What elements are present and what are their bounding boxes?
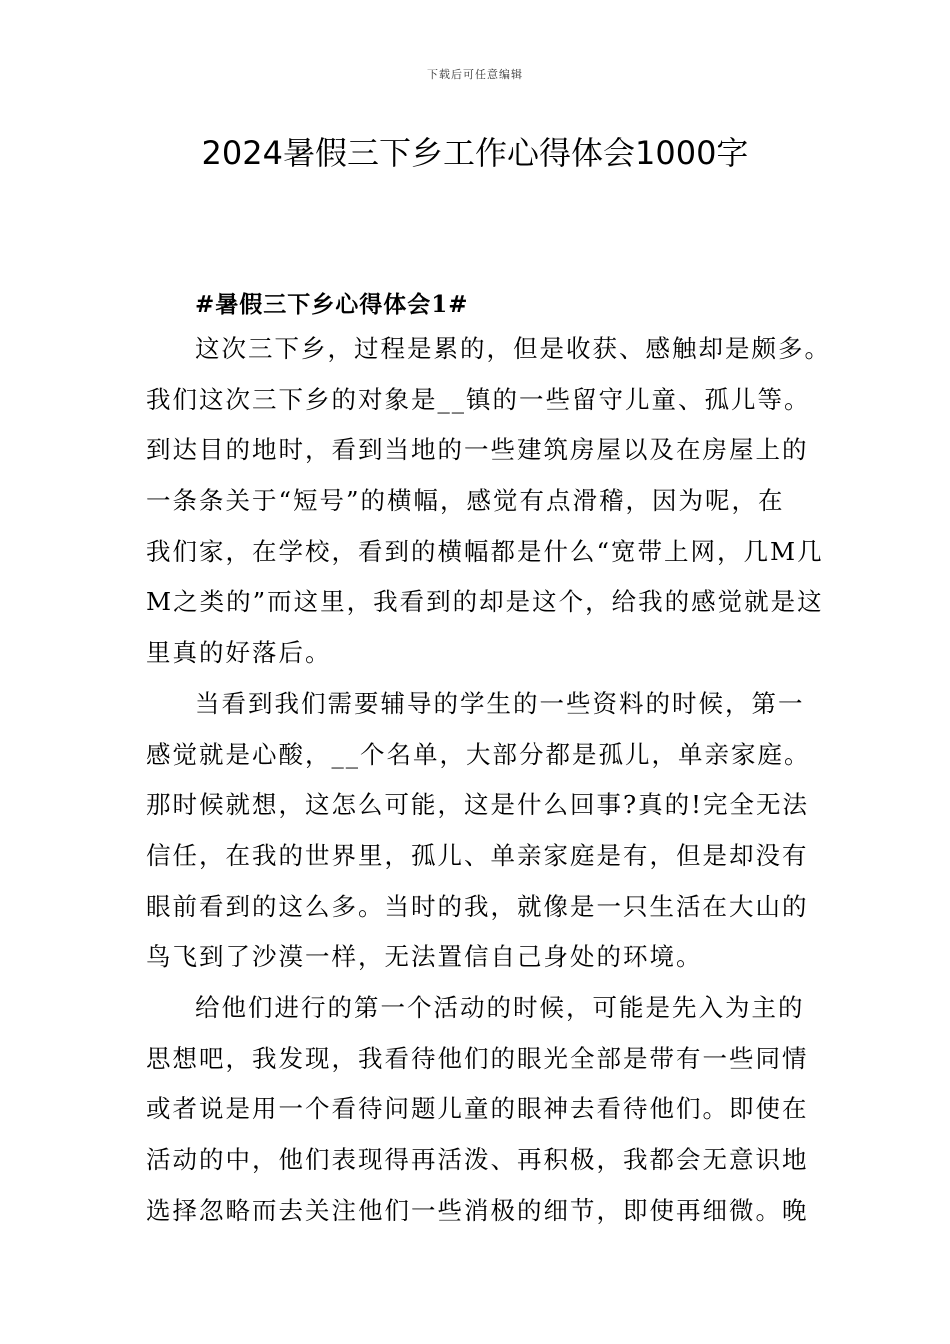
paragraph-line: 眼前看到的这么多。当时的我，就像是一只生活在大山的 (146, 891, 809, 921)
paragraph-line: 活动的中，他们表现得再活泼、再积极，我都会无意识地 (146, 1145, 809, 1174)
paragraph-line: 到达目的地时，看到当地的一些建筑房屋以及在房屋上的 (146, 435, 809, 465)
paragraph-line: 鸟飞到了沙漠一样，无法置信自己身处的环境。 (146, 942, 703, 972)
download-note: 下载后可任意编辑 (427, 68, 523, 81)
document-title: 2024暑假三下乡工作心得体会1000字 (201, 134, 749, 172)
section-heading: #暑假三下乡心得体会1# (195, 291, 469, 318)
paragraph-line: 信任，在我的世界里，孤儿、单亲家庭是有，但是却没有 (146, 840, 809, 870)
paragraph-line: 选择忽略而去关注他们一些消极的细节，即使再细微。晚 (146, 1195, 809, 1225)
paragraph-line: 我们这次三下乡的对象是__镇的一些留守儿童、孤儿等。 (146, 384, 811, 414)
document-body (146, 324, 831, 1236)
paragraph-line: 或者说是用一个看待问题儿童的眼神去看待他们。即使在 (146, 1094, 809, 1124)
paragraph-line: M之类的”而这里，我看到的却是这个，给我的感觉就是这 (146, 587, 824, 617)
paragraph-line: 这次三下乡，过程是累的，但是收获、感触却是颇多。 (195, 334, 831, 363)
paragraph-line: 里真的好落后。 (146, 638, 332, 668)
paragraph-line: 一条条关于“短号”的横幅，感觉有点滑稽，因为呢，在 (146, 486, 785, 516)
paragraph-line: 感觉就是心酸，__个名单，大部分都是孤儿，单亲家庭。 (146, 739, 811, 769)
paragraph-line: 那时候就想，这怎么可能，这是什么回事?真的!完全无法 (146, 790, 809, 820)
paragraph-line: 当看到我们需要辅导的学生的一些资料的时候，第一 (195, 688, 805, 718)
paragraph-line: 思想吧，我发现，我看待他们的眼光全部是带有一些同情 (146, 1043, 809, 1073)
paragraph-line: 给他们进行的第一个活动的时候，可能是先入为主的 (195, 992, 805, 1022)
paragraph-line: 我们家，在学校，看到的横幅都是什么“宽带上网，几M几 (146, 536, 824, 566)
